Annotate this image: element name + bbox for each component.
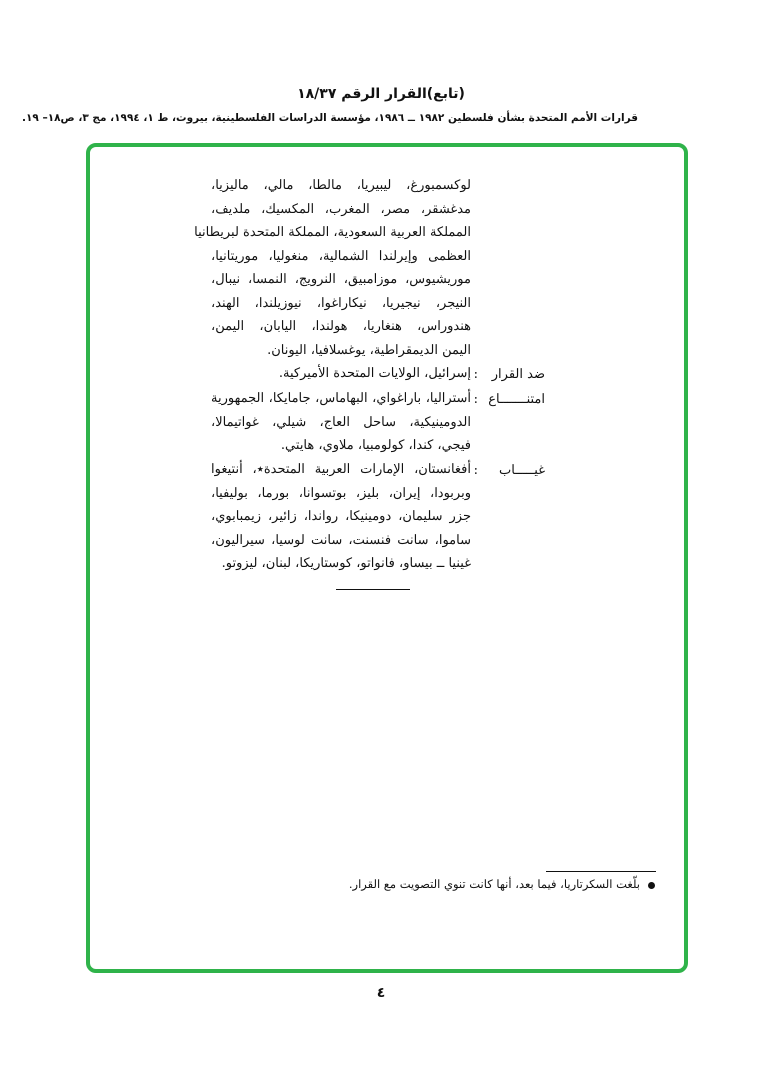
in-favour-line: العظمى وإيرلندا الشمالية، منغوليا، موريتانيا، <box>211 248 471 264</box>
absent-line: وبربودا، إيران، بليز، بوتسوانا، بورما، بوليفيا، <box>211 485 471 501</box>
abstain-colon: : <box>473 392 478 407</box>
in-favour-line: موريشيوس، موزامبيق، النرويج، النمسا، نيبال، <box>211 272 471 287</box>
against-colon: : <box>473 367 478 382</box>
absent-colon: : <box>473 463 478 478</box>
page-title: (تابع)القرار الرقم ١٨/٣٧ <box>297 86 465 102</box>
in-favour-line: مدغشقر، مصر، المغرب، المكسيك، ملديف، <box>211 201 471 217</box>
source-citation: قرارات الأمم المتحدة بشأن فلسطين ١٩٨٢ ــ ١٩٨٦، مؤسسة الدراسات الفلسطينية، بيروت، ط ١، ١٩٩٤، مج ٣، ص١٨– ١٩. <box>21 112 638 124</box>
footnote-divider <box>546 871 656 872</box>
in-favour-line: لوكسمبورغ، ليبيريا، مالطا، مالي، ماليزيا، <box>211 178 471 193</box>
against-list <box>211 362 471 386</box>
in-favour-line: اليمن الديمقراطية، يوغسلافيا، اليونان. <box>267 342 471 358</box>
absent-line: أفغانستان، الإمارات العربية المتحدة٭، أنتيغوا <box>211 462 471 477</box>
absent-line: غينيا ــ بيساو، فانواتو، كوستاريكا، لبنان، ليزوتو. <box>221 556 471 571</box>
in-favour-line: المملكة العربية السعودية، المملكة المتحدة لبريطانيا <box>194 225 471 240</box>
page-number: ٤ <box>376 985 386 1001</box>
footnote-bullet-icon <box>648 882 655 889</box>
abstain-list <box>211 387 471 458</box>
absent-line: جزر سليمان، دومينيكا، رواندا، زائير، زيمبابوي، <box>211 509 471 524</box>
abstain-line: أستراليا، باراغواي، البهاماس، جامايكا، الجمهورية <box>211 391 471 406</box>
absent-line: ساموا، سانت فنسنت، سانت لوسيا، سيراليون، <box>211 532 471 548</box>
abstain-label: امتنـــــــاع <box>488 392 545 407</box>
absent-list <box>211 458 471 576</box>
section-divider <box>336 589 410 590</box>
abstain-line: الدومينيكية، ساحل العاج، شيلي، غواتيمالا، <box>211 414 471 430</box>
footnote-text: بلّغت السكرتاريا، فيما بعد، أنها كانت تنوي التصويت مع القرار. <box>348 877 640 891</box>
against-label: ضد القرار <box>491 367 545 382</box>
in-favour-line: النيجر، نيجيريا، نيكاراغوا، نيوزيلندا، الهند، <box>211 295 471 311</box>
in-favour-line: هندوراس، هنغاريا، هولندا، اليابان، اليمن، <box>211 319 471 334</box>
abstain-line: فيجي، كندا، كولومبيا، ملاوي، هايتي. <box>280 438 471 453</box>
against-line: إسرائيل، الولايات المتحدة الأميركية. <box>278 366 471 381</box>
in-favour-list <box>194 174 471 362</box>
absent-label: غيـــــاب <box>499 463 545 478</box>
